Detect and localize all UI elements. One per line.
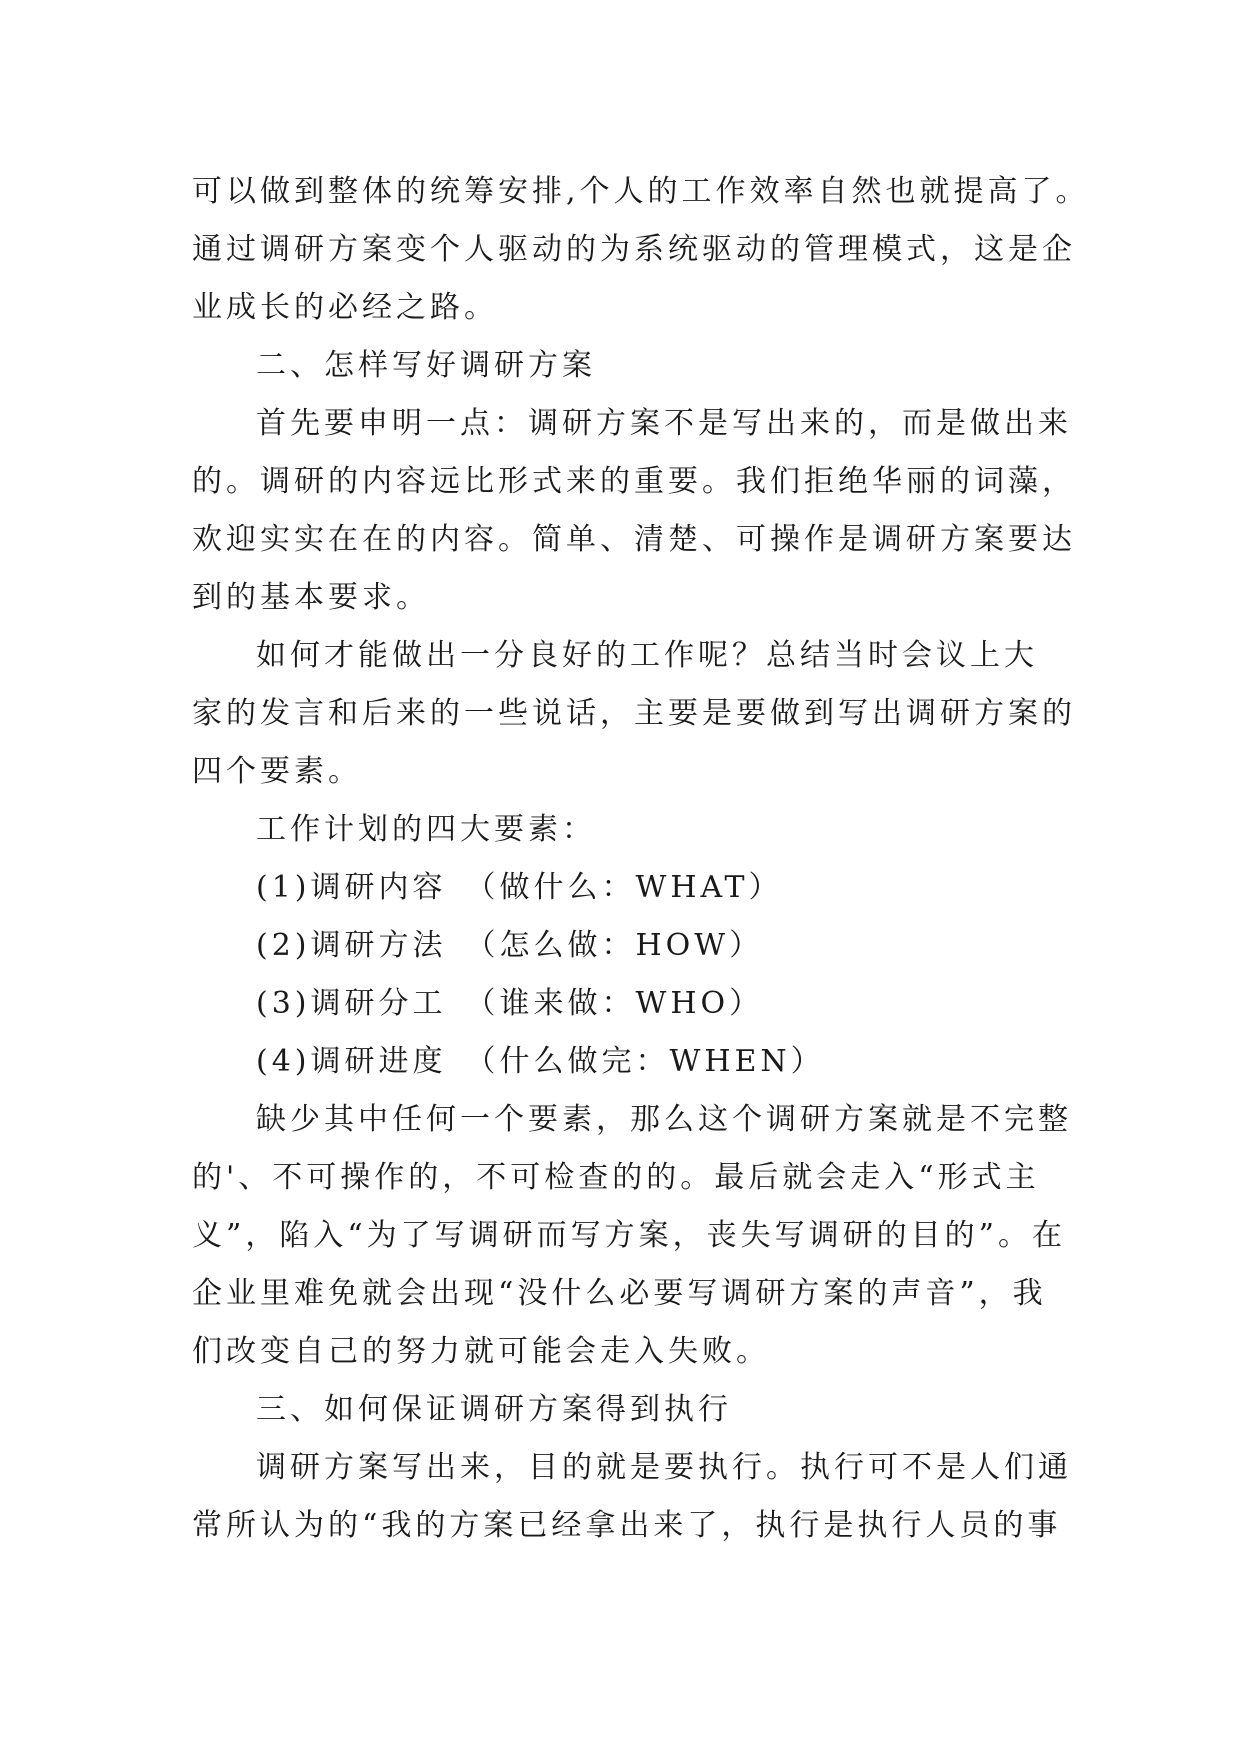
text-line: 的'、不可操作的，不可检查的的。最后就会走入“形式主 xyxy=(192,1160,1040,1195)
text-line: 缺少其中任何一个要素，那么这个调研方案就是不完整 xyxy=(256,1102,1072,1137)
text-line: 通过调研方案变个人驱动的为系统驱动的管理模式，这是企 xyxy=(192,232,1076,267)
section-heading: 二、怎样写好调研方案 xyxy=(256,348,596,383)
text-line: 企业里难免就会出现“没什么必要写调研方案的声音”，我 xyxy=(192,1276,1047,1311)
list-item: (3)调研分工 （谁来做：WHO） xyxy=(256,986,764,1021)
text-line: 欢迎实实在在的内容。简单、清楚、可操作是调研方案要达 xyxy=(192,522,1076,557)
text-line: 到的基本要求。 xyxy=(192,580,430,615)
text-line: 工作计划的四大要素： xyxy=(256,812,596,847)
text-line: 可以做到整体的统筹安排,个人的工作效率自然也就提高了。 xyxy=(192,174,1090,209)
list-item: (4)调研进度 （什么做完：WHEN） xyxy=(256,1044,825,1079)
text-line: 首先要申明一点：调研方案不是写出来的，而是做出来 xyxy=(256,406,1072,441)
text-line: 四个要素。 xyxy=(192,754,362,789)
text-line: 调研方案写出来，目的就是要执行。执行可不是人们通 xyxy=(256,1450,1072,1485)
text-line: 如何才能做出一分良好的工作呢？总结当时会议上大 xyxy=(256,638,1038,673)
text-line: 们改变自己的努力就可能会走入失败。 xyxy=(192,1334,770,1369)
section-heading: 三、如何保证调研方案得到执行 xyxy=(256,1392,732,1427)
text-line: 家的发言和后来的一些说话，主要是要做到写出调研方案的 xyxy=(192,696,1076,731)
text-line: 业成长的必经之路。 xyxy=(192,290,498,325)
list-item: (1)调研内容 （做什么：WHAT） xyxy=(256,870,783,905)
list-item: (2)调研方法 （怎么做：HOW） xyxy=(256,928,764,963)
text-line: 的。调研的内容远比形式来的重要。我们拒绝华丽的词藻， xyxy=(192,464,1076,499)
text-line: 常所认为的“我的方案已经拿出来了，执行是执行人员的事 xyxy=(192,1508,1062,1543)
text-line: 义”，陷入“为了写调研而写方案，丧失写调研的目的”。在 xyxy=(192,1218,1067,1253)
